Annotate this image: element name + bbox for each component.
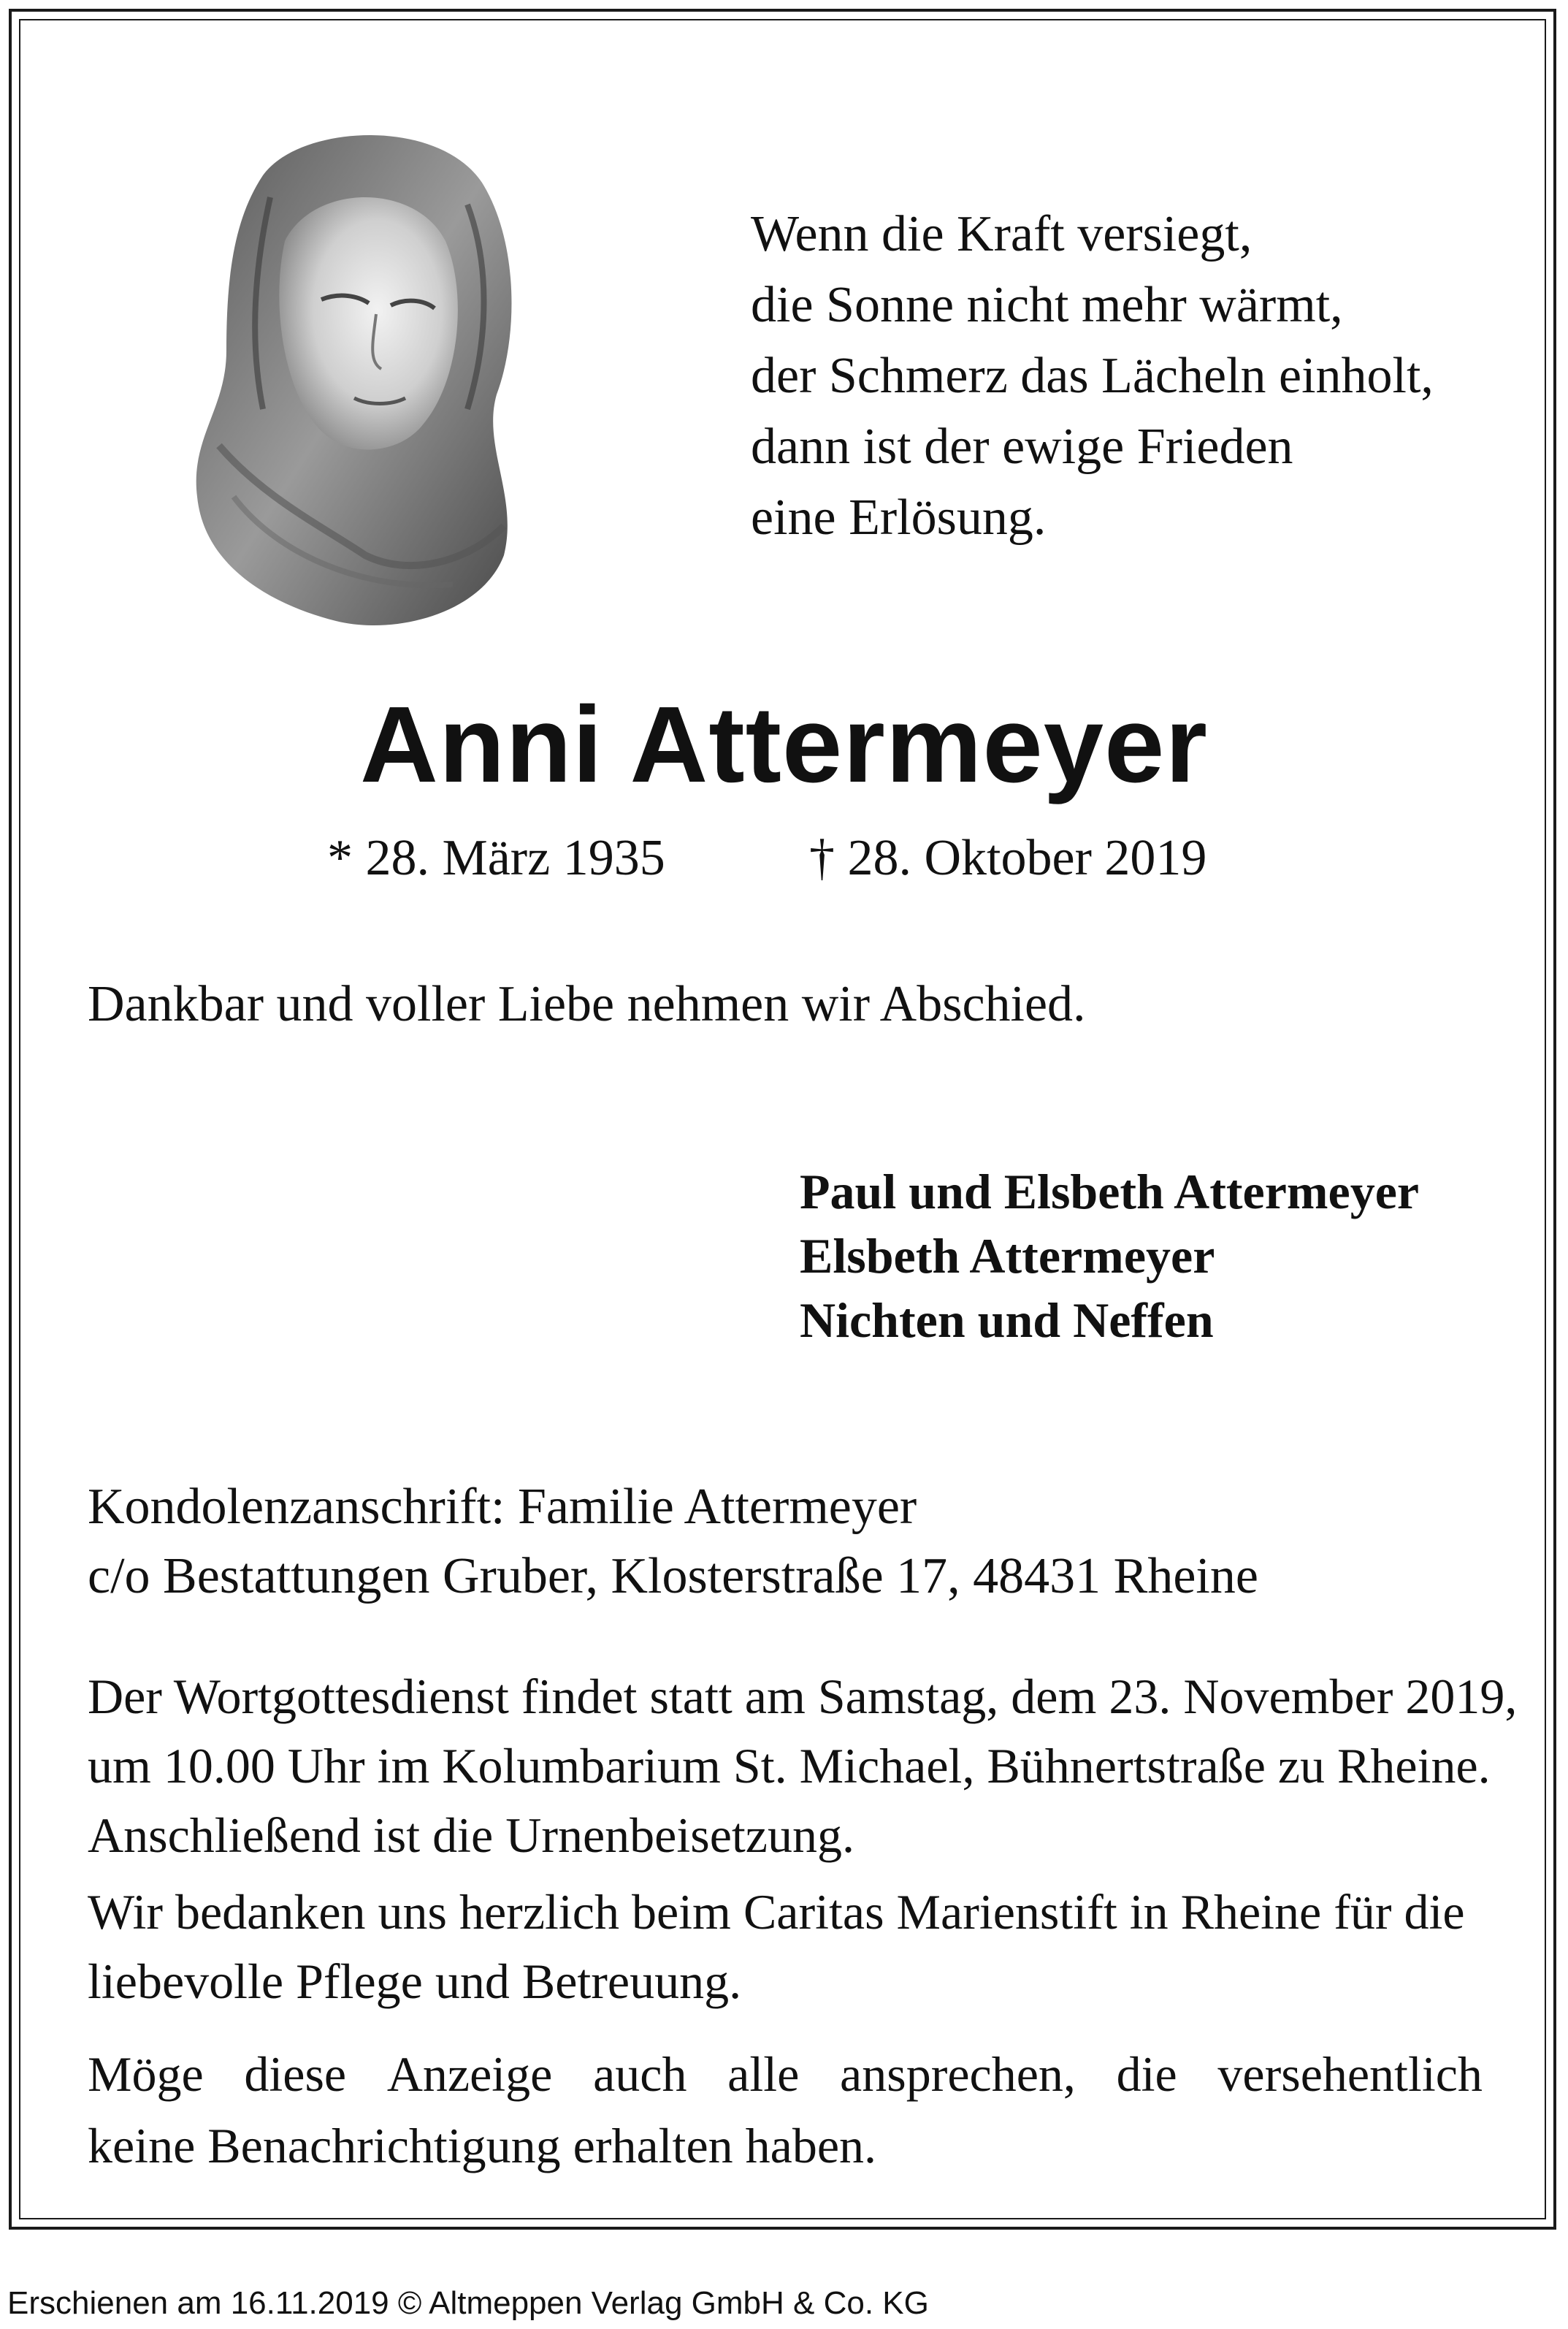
notice-word: Möge	[88, 2046, 204, 2102]
poem-line: eine Erlösung.	[751, 489, 1047, 546]
condolence-line: c/o Bestattungen Gruber, Klosterstraße 17, 48431 Rheine	[88, 1548, 1258, 1604]
madonna-portrait-image	[175, 117, 555, 643]
publication-footer: Erschienen am 16.11.2019 © Altmeppen Verlag GmbH & Co. KG	[7, 2285, 929, 2321]
poem-line: der Schmerz das Lächeln einholt,	[751, 348, 1434, 404]
mourner-name: Elsbeth Attermeyer	[800, 1228, 1215, 1284]
mourners-list	[800, 1159, 1419, 1352]
notice-word: alle	[727, 2046, 800, 2102]
service-line: um 10.00 Uhr im Kolumbarium St. Michael, Bühnertstraße zu Rheine.	[88, 1738, 1491, 1794]
poem-line: dann ist der ewige Frieden	[751, 419, 1293, 475]
poem-line: Wenn die Kraft versiegt,	[751, 206, 1253, 262]
notice-word: auch	[593, 2046, 687, 2102]
thanks-text	[88, 1878, 1490, 2016]
notice-line: keine Benachrichtigung erhalten haben.	[88, 2118, 876, 2173]
notice-word: Anzeige	[386, 2046, 553, 2102]
poem	[751, 199, 1503, 553]
thanks-line: liebevolle Pflege und Betreuung.	[88, 1953, 742, 2009]
service-info	[88, 1662, 1518, 1870]
notice-text	[88, 2038, 1483, 2181]
thanks-line: Wir bedanken uns herzlich beim Caritas Marienstift in Rheine für die	[88, 1884, 1465, 1940]
condolence-line: Kondolenzanschrift: Familie Attermeyer	[88, 1479, 917, 1535]
service-line: Anschließend ist die Urnenbeisetzung.	[88, 1807, 854, 1863]
mourner-name: Nichten und Neffen	[800, 1292, 1214, 1348]
notice-line-justified	[88, 2038, 1483, 2110]
notice-word: ansprechen,	[840, 2046, 1076, 2102]
birth-date: * 28. März 1935	[327, 830, 665, 886]
condolence-address	[88, 1472, 1258, 1611]
notice-word: die	[1116, 2046, 1177, 2102]
notice-word: diese	[244, 2046, 347, 2102]
death-date: † 28. Oktober 2019	[809, 830, 1207, 886]
poem-line: die Sonne nicht mehr wärmt,	[751, 277, 1343, 333]
notice-word: versehentlich	[1217, 2046, 1483, 2102]
deceased-name: Anni Attermeyer	[360, 685, 1208, 805]
service-line: Der Wortgottesdienst findet statt am Samstag, dem 23. November 2019,	[88, 1669, 1518, 1724]
mourner-name: Paul und Elsbeth Attermeyer	[800, 1164, 1420, 1219]
farewell-text: Dankbar und voller Liebe nehmen wir Abschied.	[88, 976, 1086, 1032]
